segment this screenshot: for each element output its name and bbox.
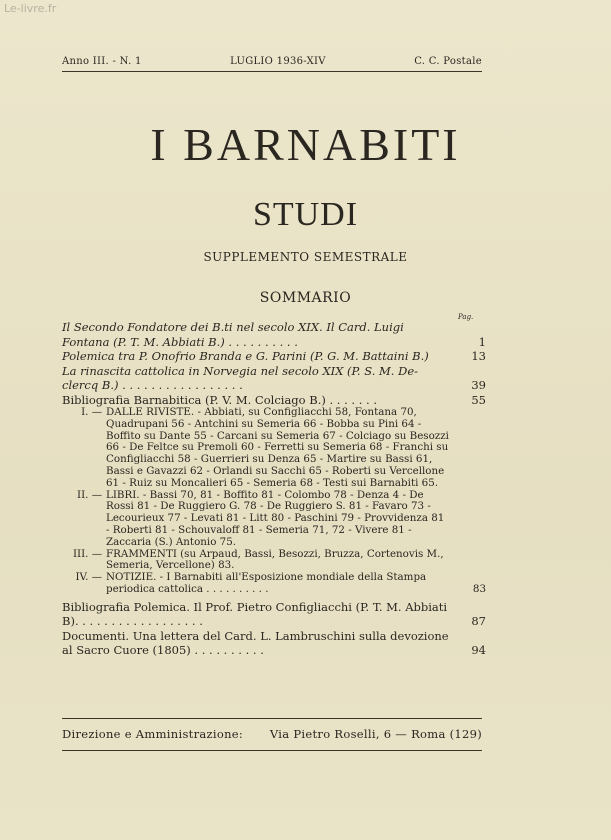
toc-entry (62, 393, 486, 408)
footer-address: Via Pietro Roselli, 6 — Roma (129) (269, 727, 482, 741)
subentry-page: 83 (472, 582, 486, 595)
subentry-text: FRAMMENTI (su Arpaud, Bassi, Besozzi, Bruzza, Cortenovis M., Semeria, Vercellone) 83. (106, 547, 444, 572)
subentry-text: LIBRI. - Bassi 70, 81 - Boffito 81 - Colombo 78 - Denza 4 - De Rossi 81 - De Ruggiero G. 78 - De Ruggiero S. 81 - Favaro 73 - Lecourieux 77 - Levati 81 - Litt 80 - Paschini 79 - Provvidenza 81 - Roberti 81 - Schouvaloff 81 - Semeria 71, 72 - Vivere 81 - Zaccaria (S.) Antonio 75. (106, 488, 445, 548)
toc-entry (62, 349, 486, 364)
footer-rule-bottom (62, 750, 482, 751)
table-of-contents (62, 320, 486, 658)
toc-entry (62, 320, 486, 349)
subentry-number: II. — (77, 488, 102, 501)
toc-entry (62, 600, 486, 629)
toc-entry-text: Bibliografia Polemica. Il Prof. Pietro Configliacchi (P. T. M. Abbiati B). . . . . . . . . . . . . . . . . . (62, 599, 448, 629)
toc-entry (62, 364, 486, 393)
issue-date: LUGLIO 1936-XIV (230, 56, 326, 67)
corner-mark: Le-livre.fr (4, 2, 57, 15)
page-column-label: Pag. (458, 313, 474, 321)
subentry-number: I. — (81, 406, 102, 418)
footer (62, 727, 482, 741)
journal-subtitle: STUDI (252, 196, 359, 233)
contents-heading: SOMMARIO (259, 290, 352, 306)
toc-entry (62, 629, 486, 658)
toc-entry-text: Bibliografia Barnabitica (P. V. M. Colciago B.) . . . . . . . (62, 392, 378, 407)
toc-subentry (62, 549, 486, 573)
footer-label: Direzione e Amministrazione: (62, 727, 244, 741)
toc-subentry (62, 490, 486, 549)
supplement-label: SUPPLEMENTO SEMESTRALE (203, 250, 408, 264)
subentry-text: NOTIZIE. - I Barnabiti all'Esposizione mondiale della Stampa periodica cattolica . . . . . . . . . . (106, 571, 427, 595)
toc-subentry (62, 572, 486, 596)
toc-subentry (62, 407, 486, 490)
issue-number: Anno III. - N. 1 (62, 56, 142, 67)
toc-entry-page: 13 (471, 349, 486, 363)
issue-header (62, 56, 482, 67)
toc-entry-page: 94 (471, 643, 486, 658)
journal-title: I BARNABITI (150, 119, 461, 170)
toc-entry-page: 39 (471, 378, 486, 392)
toc-entry-text: Il Secondo Fondatore dei B.ti nel secolo XIX. Il Card. Luigi Fontana (P. T. M. Abbiati B.) . . . . . . . . . . (62, 320, 404, 349)
subentry-number: IV. — (75, 571, 102, 584)
toc-entry-page: 1 (478, 334, 486, 349)
toc-entry-text: Documenti. Una lettera del Card. L. Lambruschini sulla devozione al Sacro Cuore (1805) . . . . . . . . . . (62, 628, 449, 658)
postal-note: C. C. Postale (414, 56, 482, 67)
toc-entry-text: La rinascita cattolica in Norvegia nel secolo XIX (P. S. M. De-clercq B.) . . . . . . . . . . . . . . . . . (62, 363, 419, 392)
subentry-text: DALLE RIVISTE. - Abbiati, su Configliacchi 58, Fontana 70, Quadrupani 56 - Antchini su Semeria 66 - Bobba su Pini 64 - Boffito su Dante 55 - Carcani su Semeria 67 - Colciago su Besozzi 66 - De Feltce su Premoli 60 - Ferretti su Semeria 68 - Franchi su Configliacchi 58 - Guerrieri su Denza 65 - Martire su Bassi 61, Bassi e Gavazzi 62 - Orlandi su Sacchi 65 - Roberti su Vercellone 61 - Ruiz su Moncalieri 65 - Semeria 68 - Testi sui Barnabiti 65. (106, 406, 449, 489)
footer-rule-top (62, 718, 482, 719)
toc-entry-page: 87 (471, 614, 486, 629)
top-rule (62, 71, 482, 72)
toc-entry-page: 55 (471, 392, 486, 407)
toc-entry-text: Polemica tra P. Onofrio Branda e G. Parini (P. G. M. Battaini B.) (62, 349, 429, 363)
subentry-number: III. — (72, 547, 102, 560)
